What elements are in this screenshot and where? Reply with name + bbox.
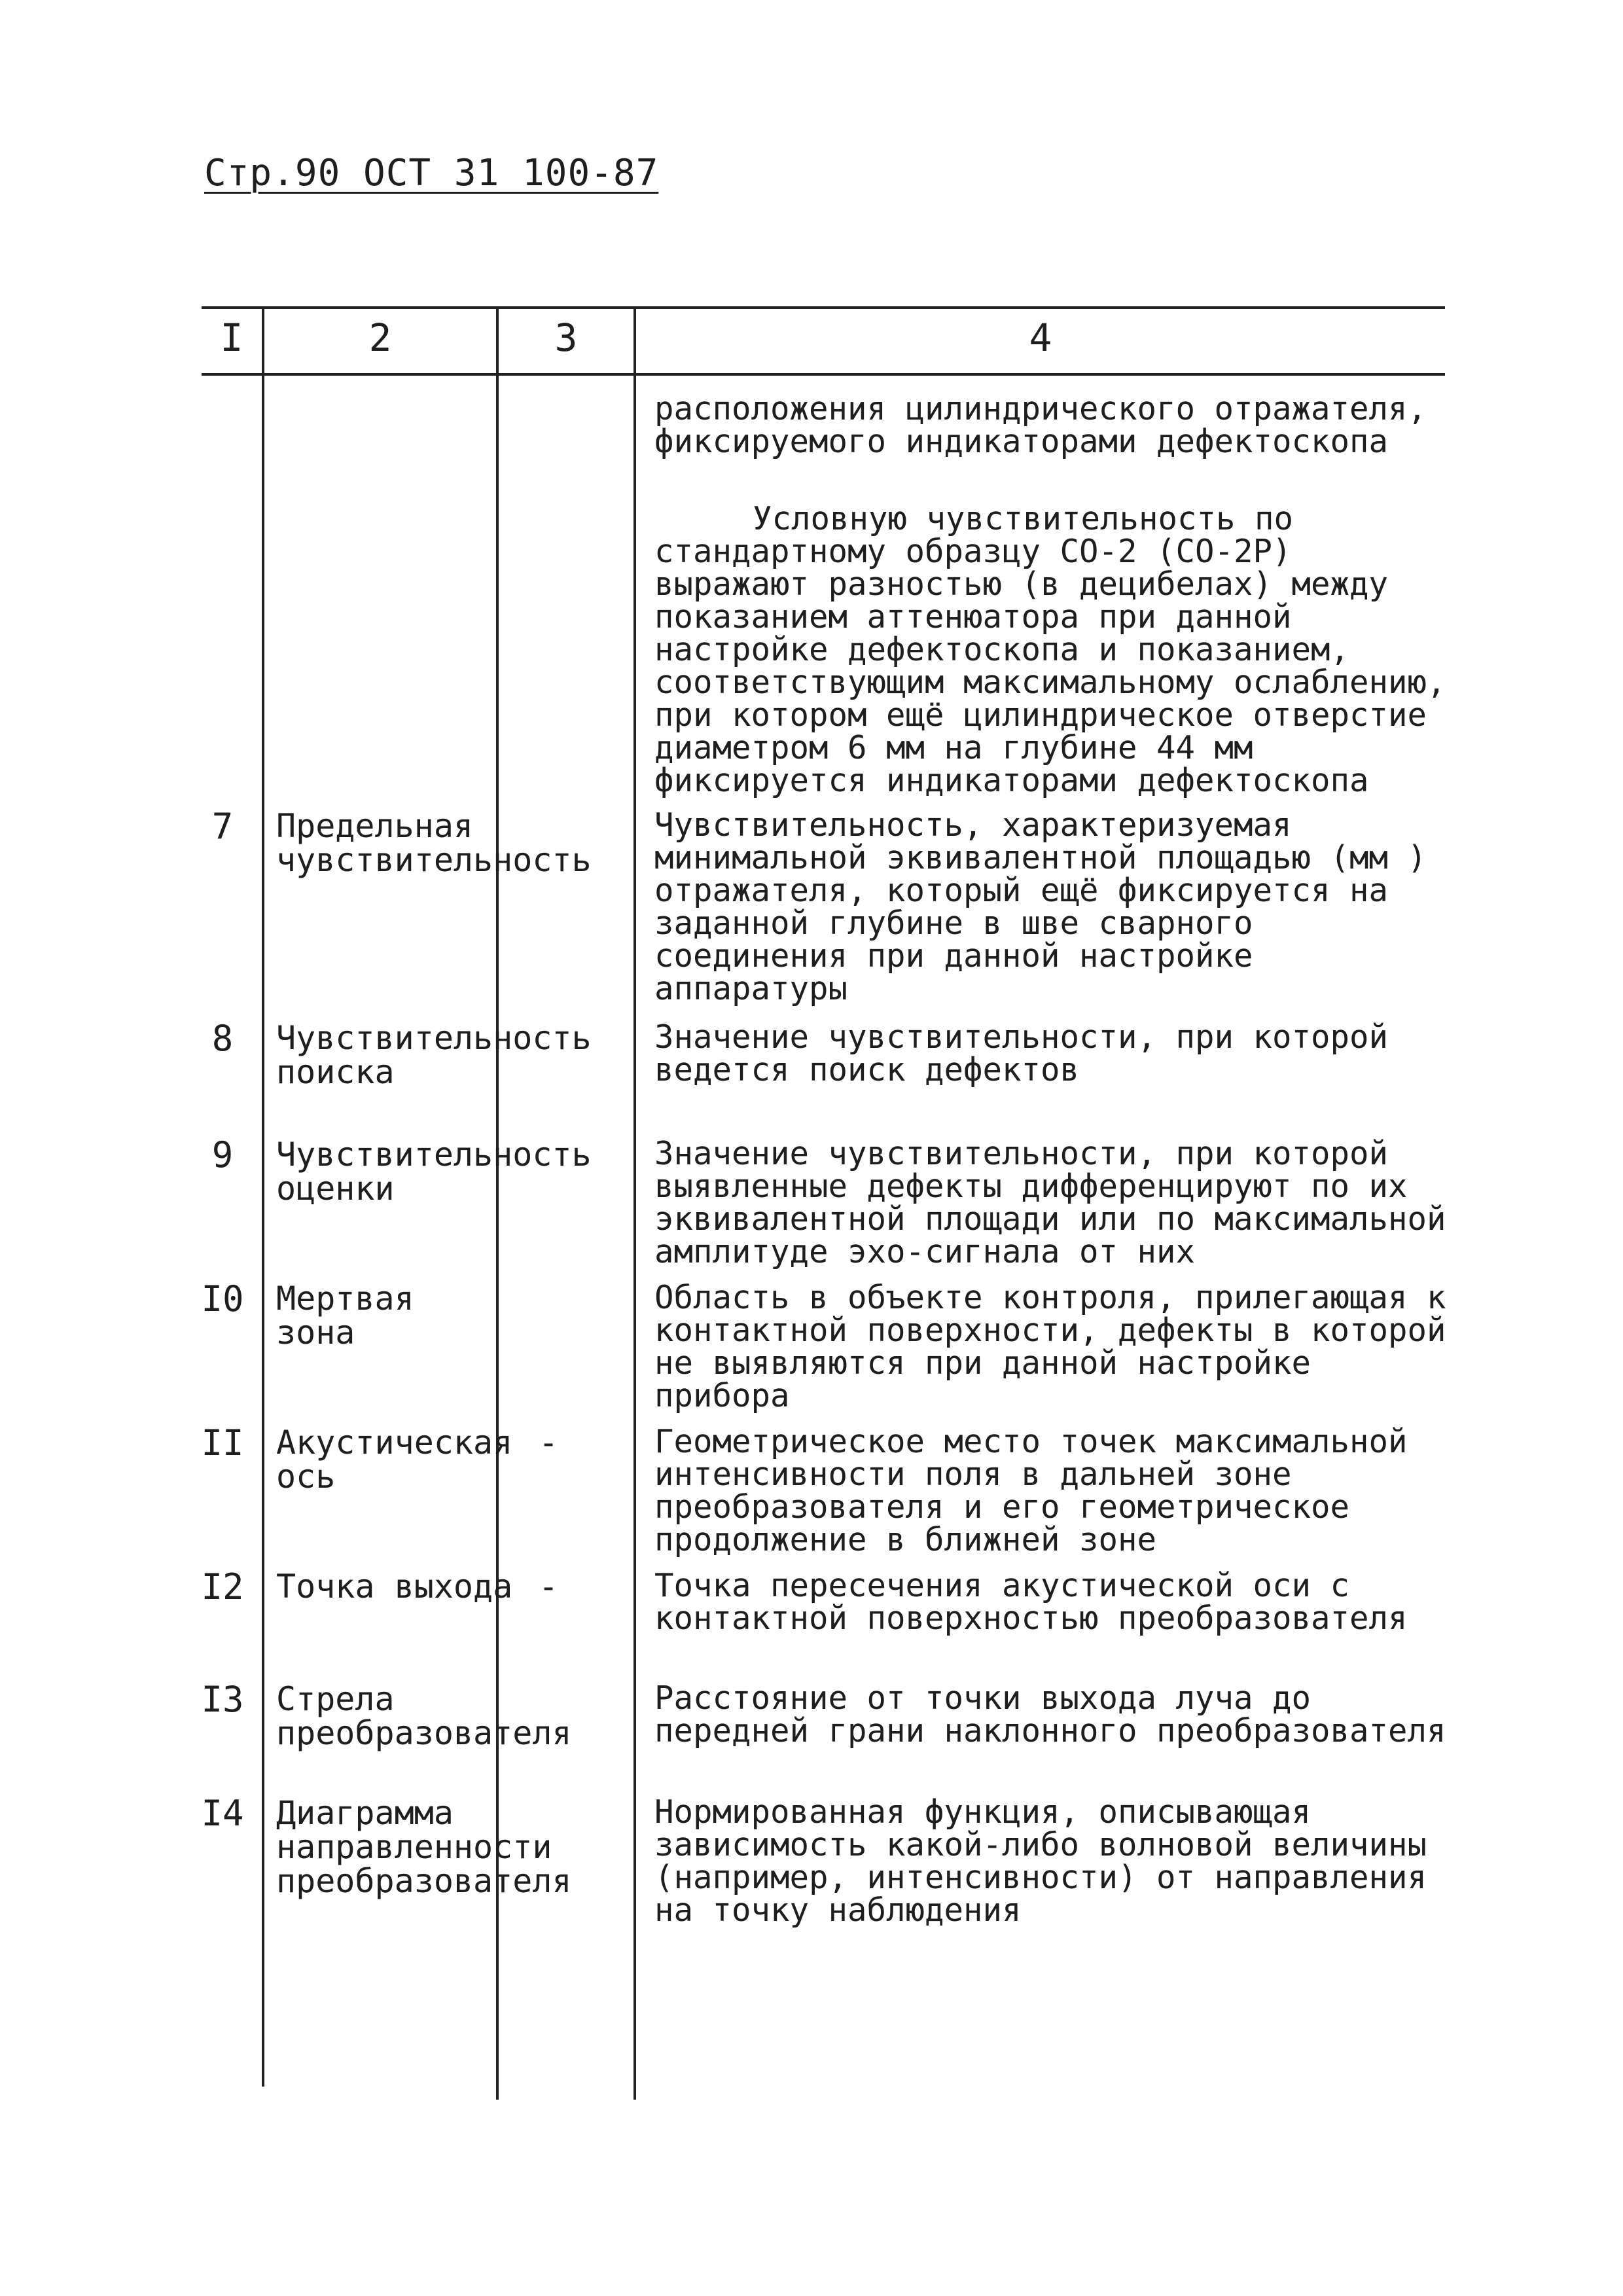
table-top-rule (202, 306, 1445, 309)
term-definition: Точка пересечения акустической оси с контактной поверхностью преобразователя (654, 1567, 1408, 1637)
term-name: Точка выхода (276, 1568, 513, 1605)
row-number: I3 (201, 1679, 244, 1720)
continuation-paragraph: расположения цилиндрического отражателя, фиксируемого индикаторами дефектоскопа (654, 390, 1427, 460)
column-3-dash: - (538, 1568, 559, 1605)
term-name: Чувствительность оценки (276, 1136, 592, 1208)
continuation-paragraph: Условную чувствительность по стандартному образцу СО-2 (СО-2Р) выражают разностью (в децибелах) между показанием аттенюатора при данной настройке дефектоскопа и показанием, соответствующим максимальному ослаблению, при котором ещё цилиндрическое отверстие диаметром 6 мм на глубине 44 мм фиксируется индикаторами дефектоскопа (654, 500, 1446, 799)
row-number: I2 (201, 1566, 244, 1607)
term-name: Стрела преобразователя (276, 1680, 572, 1752)
column-header-1: I (220, 315, 243, 360)
row-number: II (201, 1422, 244, 1463)
row-number: 8 (211, 1018, 234, 1059)
column-divider-1 (262, 306, 264, 2087)
term-name: Диаграмма направленности преобразователя (276, 1794, 572, 1900)
term-name: Мертвая зона (276, 1280, 414, 1352)
row-number: 9 (211, 1134, 234, 1175)
column-header-4: 4 (1029, 315, 1052, 360)
column-header-2: 2 (368, 315, 392, 360)
row-number: 7 (211, 806, 234, 847)
column-3-dash: - (538, 1424, 559, 1462)
term-name: Акустическая ось (276, 1424, 513, 1496)
term-definition: Значение чувствительности, при которой выявленные дефекты дифференцируют по их эквивалентной площади или по максимальной амплитуде эхо-сигнала от них (654, 1135, 1446, 1270)
table-header-rule (202, 373, 1445, 376)
row-number: I0 (201, 1278, 244, 1319)
row-number: I4 (201, 1793, 244, 1834)
term-definition: Геометрическое место точек максимальной интенсивности поля в дальней зоне преобразователя и его геометрическое продолжение в ближней зоне (654, 1423, 1408, 1558)
term-definition: Чувствительность, характеризуемая минимальной эквивалентной площадью (мм ) отражателя, который ещё фиксируется на заданной глубине в шве сварного соединения при данной настройке аппаратуры (654, 806, 1427, 1007)
term-definition: Расстояние от точки выхода луча до передней грани наклонного преобразователя (654, 1679, 1446, 1749)
page-header: Стр.90 ОСТ 31 100-87 (204, 152, 659, 194)
term-name: Предельная чувствительность (276, 807, 592, 879)
column-divider-3 (633, 306, 636, 2100)
column-header-3: 3 (554, 315, 578, 360)
term-definition: Область в объекте контроля, прилегающая к контактной поверхности, дефекты в которой не выявляются при данной настройке прибора (654, 1279, 1446, 1414)
term-definition: Значение чувствительности, при которой ведется поиск дефектов (654, 1018, 1389, 1088)
term-definition: Нормированная функция, описывающая зависимость какой-либо волновой величины (например, интенсивности) от направления на точку наблюдения (654, 1793, 1427, 1929)
term-name: Чувствительность поиска (276, 1019, 592, 1091)
